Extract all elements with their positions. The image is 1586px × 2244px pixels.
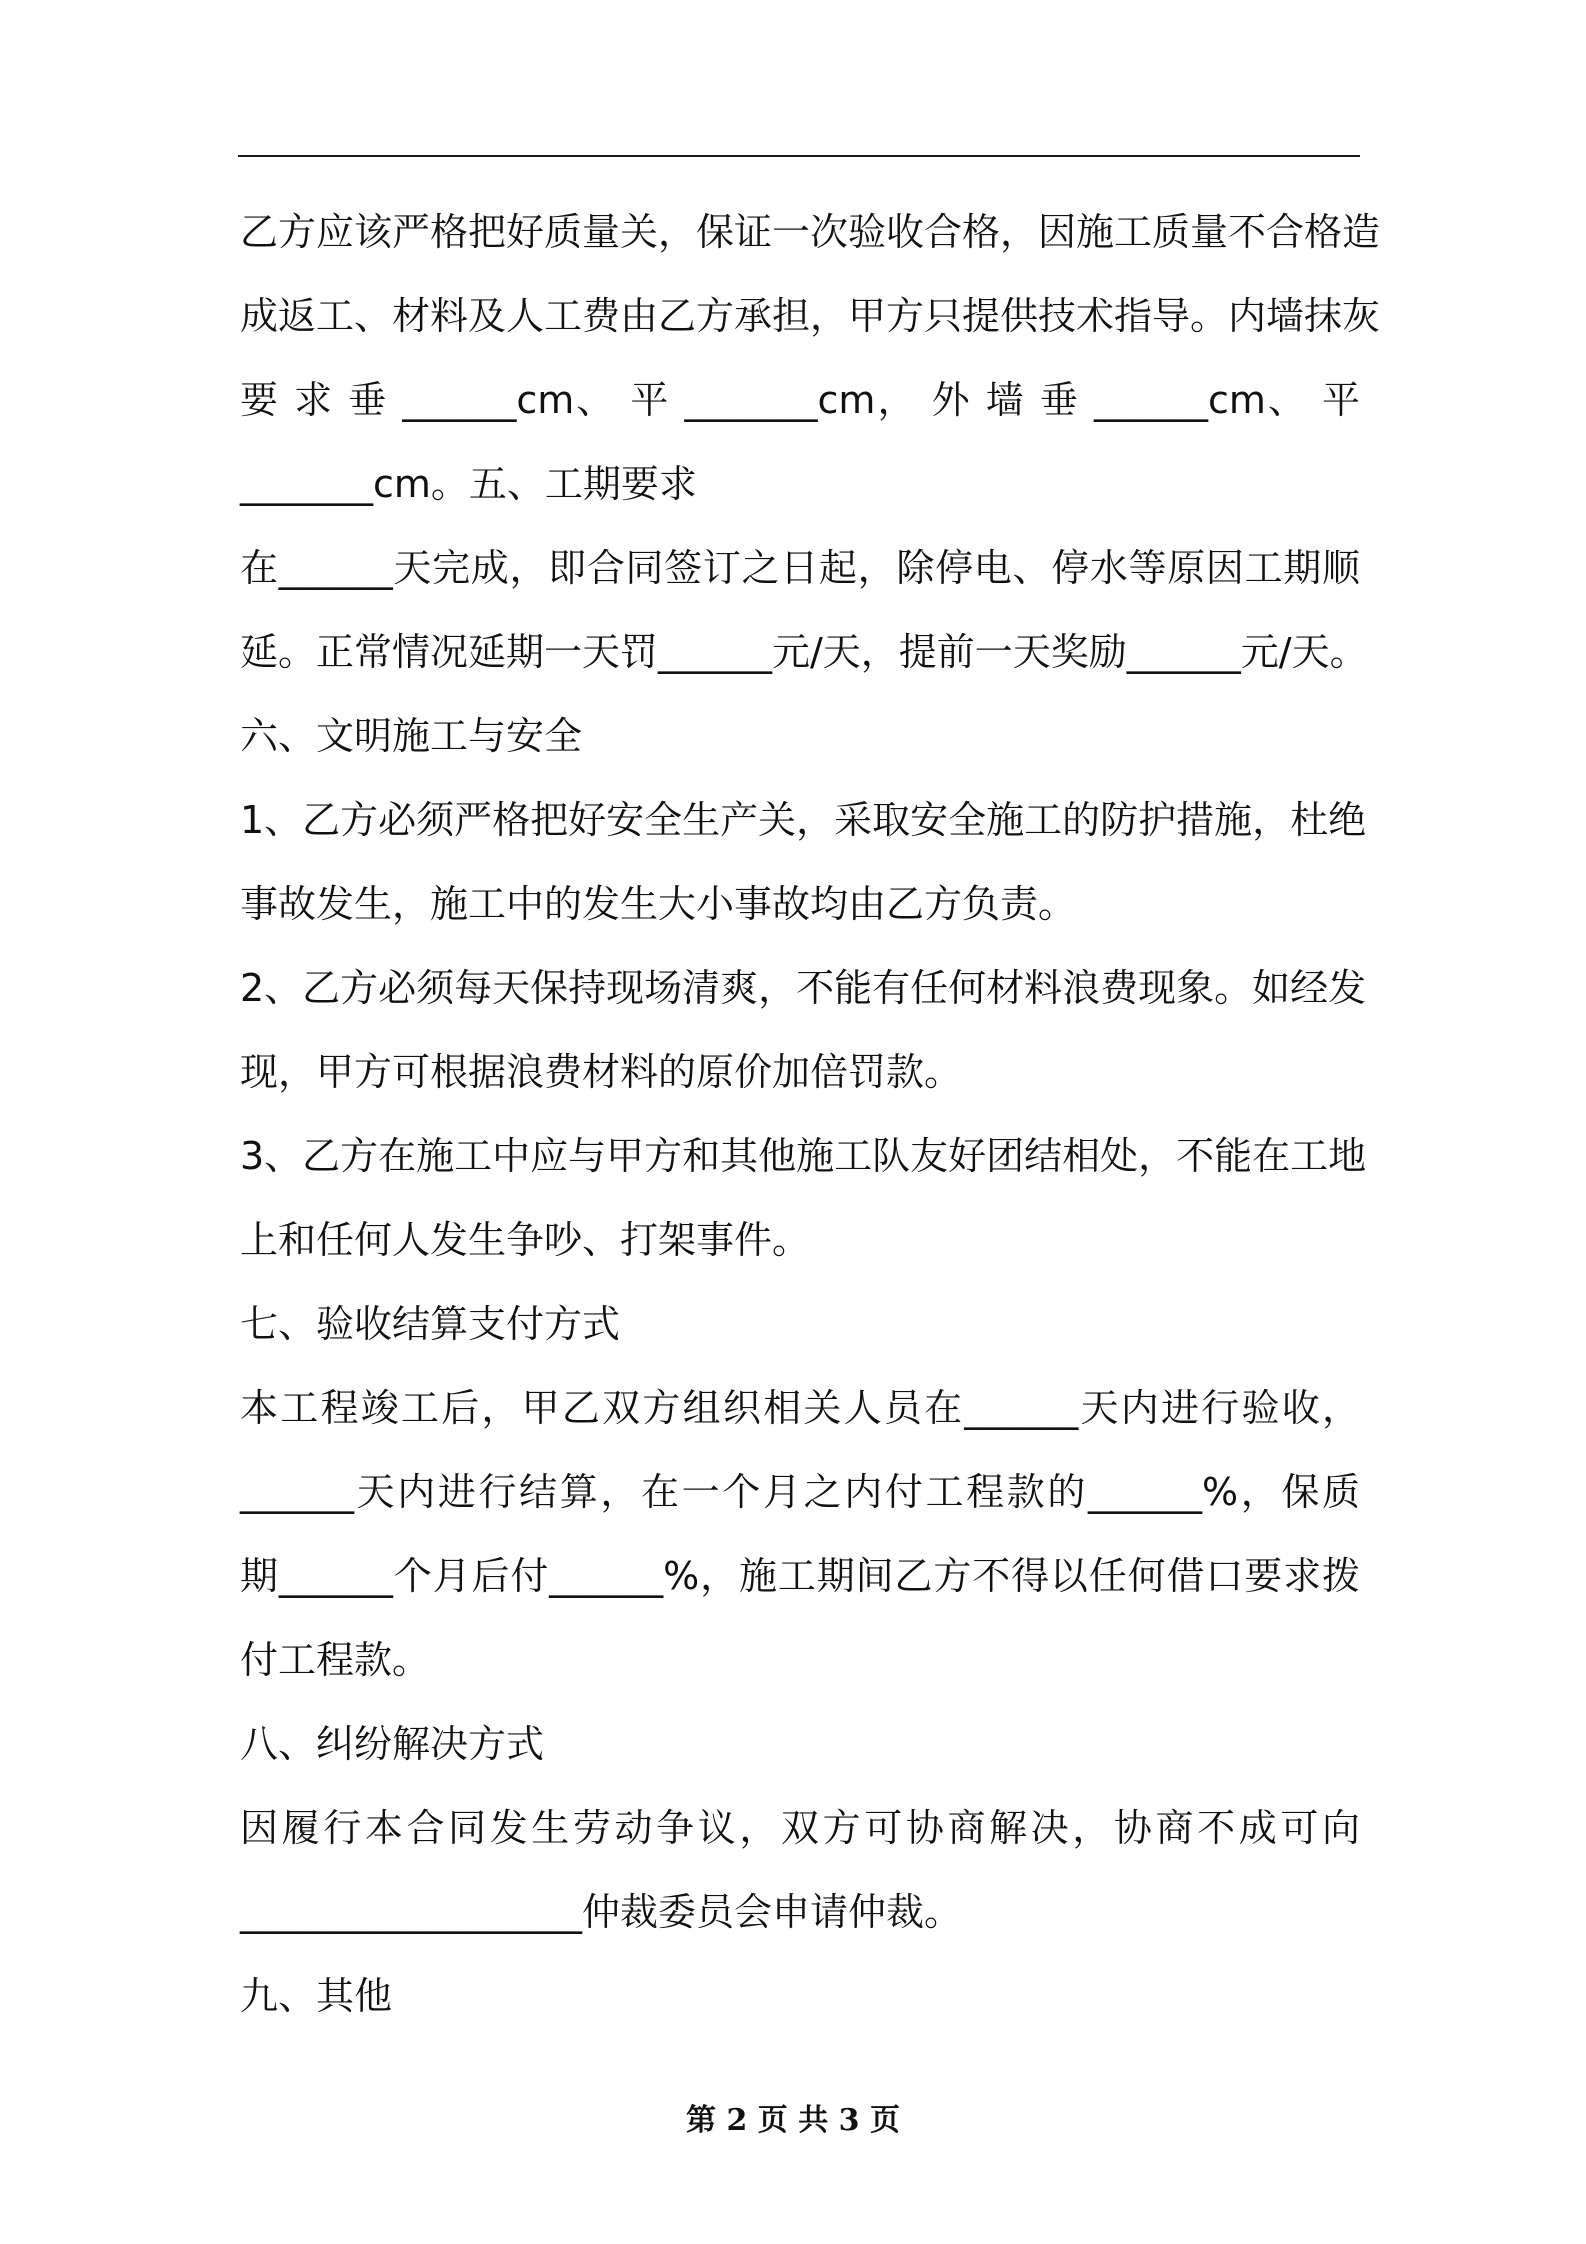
text-line-9: 事故发生，施工中的发生大小事故均由乙方负责。 [240, 882, 1077, 926]
text-line-20: 因履行本合同发生劳动争议，双方可协商解决，协商不成可向 [240, 1806, 1360, 1850]
text-line-3: 要 求 垂 ______cm、 平 _______cm， 外 墙 垂 ______cm、 平 [240, 378, 1360, 422]
text-line-11: 现，甲方可根据浪费材料的原价加倍罚款。 [240, 1050, 963, 1094]
page-number: 第 2 页 共 3 页 [686, 2103, 900, 2138]
text-line-18: 付工程款。 [240, 1638, 431, 1682]
text-line-12: 3、乙方在施工中应与甲方和其他施工队友好团结相处，不能在工地 [240, 1134, 1367, 1178]
text-line-1: 乙方应该严格把好质量关，保证一次验收合格，因施工质量不合格造 [240, 210, 1381, 254]
text-line-6: 延。正常情况延期一天罚______元/天，提前一天奖励______元/天。 [240, 630, 1368, 674]
text-line-8: 1、乙方必须严格把好安全生产关，采取安全施工的防护措施，杜绝 [240, 798, 1367, 842]
text-line-17: 期______个月后付______%，施工期间乙方不得以任何借口要求拨 [240, 1554, 1360, 1598]
section-heading-9: 九、其他 [240, 1974, 393, 2018]
section-heading-7: 七、验收结算支付方式 [240, 1302, 621, 1346]
header-rule [238, 155, 1360, 157]
text-line-16: ______天内进行结算，在一个月之内付工程款的______%，保质 [240, 1470, 1360, 1514]
text-line-10: 2、乙方必须每天保持现场清爽，不能有任何材料浪费现象。如经发 [240, 966, 1367, 1010]
section-heading-6: 六、文明施工与安全 [240, 714, 583, 758]
text-line-4: _______cm。五、工期要求 [240, 462, 697, 506]
text-line-2: 成返工、材料及人工费由乙方承担，甲方只提供技术指导。内墙抹灰 [240, 294, 1381, 338]
text-line-5: 在______天完成，即合同签订之日起，除停电、停水等原因工期顺 [240, 546, 1360, 590]
text-line-21: __________________仲裁委员会申请仲裁。 [240, 1890, 963, 1934]
document-body [240, 190, 1381, 2038]
section-heading-8: 八、纠纷解决方式 [240, 1722, 545, 1766]
text-line-13: 上和任何人发生争吵、打架事件。 [240, 1218, 811, 1262]
text-line-15: 本工程竣工后，甲乙双方组织相关人员在______天内进行验收， [240, 1386, 1360, 1430]
